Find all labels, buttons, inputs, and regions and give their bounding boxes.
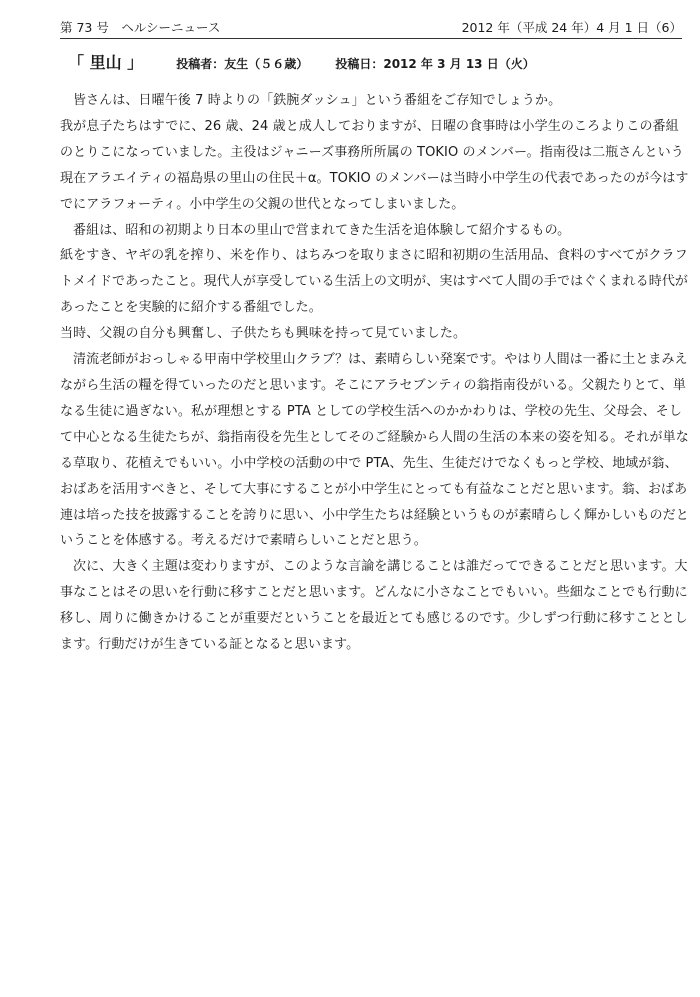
issue-label: 第 73 号 ヘルシーニュース bbox=[60, 20, 221, 35]
newsletter-header bbox=[60, 18, 682, 39]
article-body bbox=[60, 88, 690, 658]
article-posted-date: 投稿日：2012 年 3 月 13 日（火） bbox=[335, 57, 535, 71]
issue-date: 2012 年（平成 24 年）4 月 1 日（6） bbox=[461, 20, 682, 35]
paragraph: 紙をすき、ヤギの乳を搾り、米を作り、はちみつを取りまさに昭和初期の生活用品、食料のすべてがクラフトメイドであったこと。現代人が享受している生活上の文明が、実はすべて人間の手ではぐくまれる時代があったことを実験的に紹介する番組でした。 bbox=[60, 248, 689, 316]
article-title-line bbox=[60, 52, 682, 74]
paragraph: 清流老師がおっしゃる甲南中学校里山クラブ？は、素晴らしい発案です。やはり人間は一番に土とまみえながら生活の糧を得ていったのだと思います。そこにアラセブンティの翁指南役がいる。父親たりとて、単なる生徒に過ぎない。私が理想とする PTA としての学校生活へのかかわりは、学校の先生、父母会、そして中心となる生徒たちが、翁指南役を先生としてそのご経験から人間の生活の本来の姿を知る。それが単なる草取り、花植えでもいい。小中学校の活動の中で PTA、先生、生徒だけでなくもっと学校、地域が翁、おばあを活用すべきと、そして大事にすることが小中学生にとっても有益なことだと思います。翁、おばあ連は培った技を披露することを誇りに思い、小中学生たちは経験というものが素晴らしく輝かしいものだということを体感する。考えるだけで素晴らしいことだと思う。 bbox=[60, 352, 689, 549]
paragraph: 次に、大きく主題は変わりますが、このような言論を講じることは誰だってできることだと思います。大事なことはその思いを行動に移すことだと思います。どんなに小さなことでもいい。些細なことでも行動に移し、周りに働きかけることが重要だということを最近とても感じるのです。少しずつ行動に移すこととします。行動だけが生きている証となると思います。 bbox=[60, 559, 688, 653]
paragraph: 我が息子たちはすでに、26 歳、24 歳と成人しておりますが、日曜の食事時は小学生のころよりこの番組のとりこになっていました。主役はジャニーズ事務所所属の TOKIO のメンバー。指南役は二瓶さんという現在アラエイティの福島県の里山の住民＋α。TOKIO のメンバーは当時小中学生の代表であったのが今はすでにアラフォーティ。小中学生の父親の世代となってしまいました。 bbox=[60, 118, 689, 212]
article-author: 投稿者：友生（５６歳） bbox=[176, 57, 309, 71]
article-title: 「 里山 」 bbox=[68, 53, 144, 72]
paragraph: 当時、父親の自分も興奮し、子供たちも興味を持って見ていました。 bbox=[60, 326, 467, 342]
paragraph: 番組は、昭和の初期より日本の里山で営まれてきた生活を追体験して紹介するもの。 bbox=[73, 222, 571, 238]
paragraph: 皆さんは、日曜午後 7 時よりの「鉄腕ダッシュ」という番組をご存知でしょうか。 bbox=[73, 93, 562, 108]
